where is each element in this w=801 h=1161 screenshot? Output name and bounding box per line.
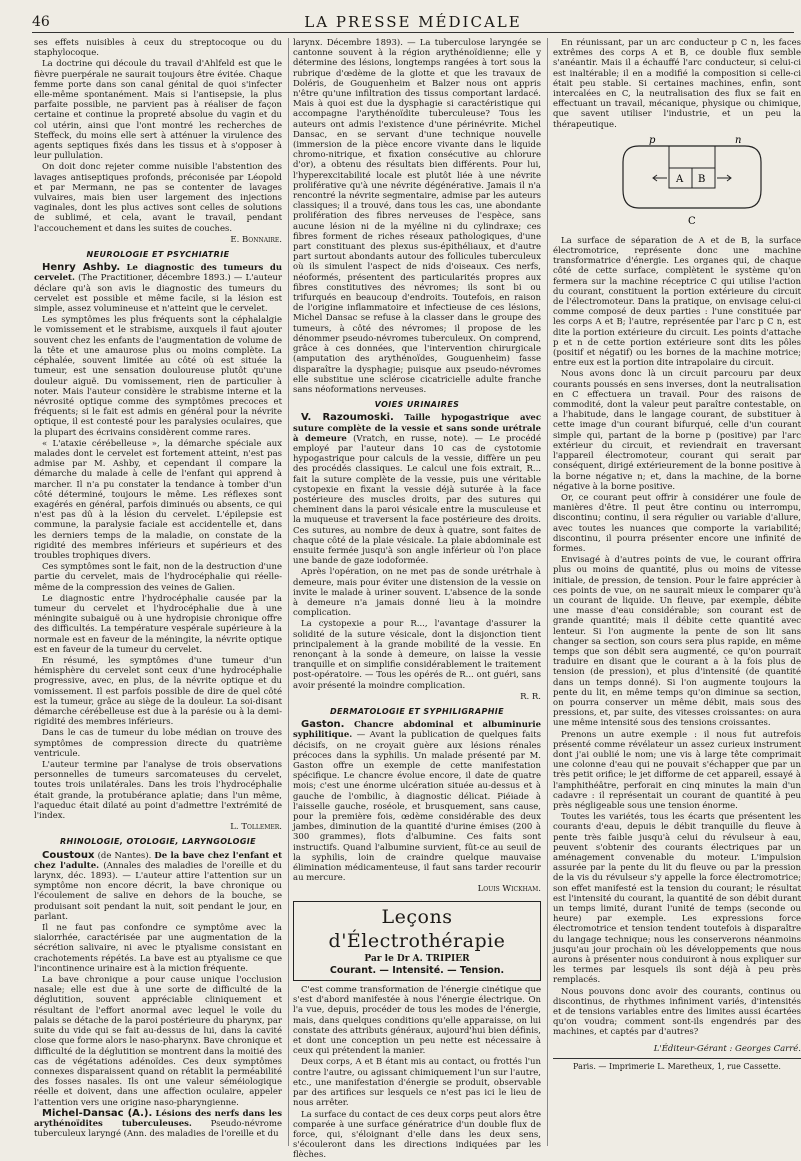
journal-title: LA PRESSE MÉDICALE <box>304 13 522 31</box>
paragraph: En résumé, les symptômes d'une tumeur d'un hémisphère du cervelet sont ceux d'une hydrocéphalie progressive, avec, en plus, de la névrite optique et du vomissement. Il est parfois possible de dire de quel côté est la tumeur, grâce au siège de la douleur. La soi-disant démarche cérébelleuse est due à la parésie ou à la demi-rigidité des membres inférieurs. <box>34 655 282 728</box>
label-p: p <box>649 134 656 146</box>
column-3 <box>553 38 801 1146</box>
label-a: A <box>676 173 684 185</box>
article-title: Taille hypogastrique avec suture complète de la vessie et sans sonde urétrale à demeure <box>293 413 542 444</box>
lecture-author: Par le Dr A. TRIPIER <box>364 953 470 964</box>
column-divider <box>288 38 289 1146</box>
column-divider <box>547 38 548 1146</box>
paragraph: En réunissant, par un arc conducteur p C n, les faces extrêmes des corps A et B, ce double flux semble s'anéantir. Mais il a échauffé l'arc conducteur, si celui-ci est inaltérable; il en a modifié la composition si celle-ci était peu stable. Si certaines machines, enfin, sont intercalées en C, la neutralisation des flux se fait en effectuant un travail, mécanique, physique ou chimique, que savent utiliser l'industrie, et un peu la thérapeutique. <box>553 38 801 130</box>
article-title: Le diagnostic des tumeurs du cervelet. <box>34 263 282 284</box>
column-2 <box>293 38 542 1161</box>
paragraph: Nous avons donc là un circuit parcouru par deux courants poussés en sens inverses, dont la neutralisation en C effectuera un travail. Pour des raisons de commodité, dont la valeur peut paraître contestable, on a l'habitude, dans le langage courant, de substituer à cette image d'un courant bifurqué, celle d'un courant simple qui, partant de la borne p (positive) par l'arc extérieur du circuit, et reviendrait en traversant l'appareil électromoteur, courant qui serait par conséquent, dirigé extérieurement de la bonne positive à la borne négative n; et, dans la machine, de la borne négative à la borne positive. <box>553 369 801 492</box>
paragraph: La surface du contact de ces deux corps peut alors être comparée à une surface génératrice d'un double flux de force, qui, s'éloignant d'elle dans les deux sens, s'écouleront dans les directions indiquées par les flèches. <box>293 1109 541 1161</box>
paragraph: Or, ce courant peut offrir à considérer une foule de manières d'être. Il peut être continu ou interrompu, discontinu; continu, il sera régulier ou variable d'allure, avec toutes les nuances que comporte la variabilité; discontinu, il pourra présenter encore une infinité de formes. <box>553 492 801 554</box>
paragraph: On doit donc rejeter comme nuisible l'abstention des lavages antiseptiques profonds, préconisée par Léopold et par Mermann, ne pas se contenter de lavages vulvaires, mais bien user largement des injections vaginales, dont les plus actives sont celles de solutions de sublimé, et cela, avant le travail, pendant l'accouchement et dans les suites de couches. <box>34 162 282 234</box>
article-author: V. Razoumoski. <box>301 412 394 424</box>
column-1 <box>34 38 282 1146</box>
section-heading: DERMATOLOGIE ET SYPHILIGRAPHIE <box>329 707 505 716</box>
section-heading: RHINOLOGIE, OTOLOGIE, LARYNGOLOGIE <box>59 837 257 847</box>
circuit-diagram <box>553 132 801 232</box>
paragraph: larynx. Décembre 1893). — La tuberculose laryngée se cantonne souvent à la région arythénoïdienne; elle y détermine des lésions, longtemps rangées à tort sous la rubrique d'œdème de la glotte et que les travaux de Doléris, de Gouguenheim et Balzer nous ont appris n'être qu'une infiltration des tissus comportant lardacé. Mais à quoi est due la dysphagie si caractéristique qui accompagne l'arythénoïdite tuberculeuse? Tous les auteurs ont admis l'existence d'une périnévrite. Michel Dansac, en se servant d'une technique nouvelle (immersion de la pièce encore vivante dans le liquide chromo-nitrique, et fixation consécutive au chlorure d'or), a obtenu des résultats bien différents. Pour lui, l'hyperexcitabilité locale est plutôt liée à une névrite proliférative qu'à une névrite dégénérative. Jamais il n'a rencontré la névrite segmentaire, admise par les auteurs classiques; il a trouvé, dans tous les cas, une abondante prolifération des fibres nerveuses de l'espèce, sans aucune lésion ni de la myéline ni du cylindraxe; ces fibres forment de riches réseaux pathologiques, d'une part constituant des plexus sus-épithéliaux, et d'autre part surtout abondants autour des follicules tuberculeux où ils simulent l'aspect de nids d'oiseaux. Ces nerfs, néoformés, présentent des particularités propres aux fibres constitutives des névromes; ils sont bi ou trifurqués en beaucoup d'endroits. Toutefois, en raison de l'origine inflammatoire et infectieuse de ces lésions, Michel Dansac se refuse à la classer dans le groupe des tumeurs, à côté des névromes; il propose de les dénommer pseudo-névromes tuberculeux. On comprend, grâce à ces données, que l'intervention chirurgicale (amputation des arythénoïdes, Gouguenheim) fasse disparaître la dysphagie; puisque aux pseudo-névromes elle substitue une sclérose cicatricielle adulte franche sans néoformations nerveuses. <box>293 38 541 395</box>
printer-imprint: Paris. — Imprimerie L. Maretheux, 1, rue Cassette. <box>573 1061 781 1071</box>
section-heading: NEUROLOGIE ET PSYCHIATRIE <box>86 250 230 260</box>
paragraph: C'est comme transformation de l'énergie cinétique que s'est d'abord manifestée à nous l'énergie électrique. On l'a vue, depuis, procéder de tous les modes de l'énergie, mais, dans quelques conditions qu'elle apparaisse, on lui constate des attributs généraux, aujourd'hui bien définis, et dont une conception un peu nette est nécessaire à ceux qui prétendent la manier. <box>293 985 541 1057</box>
page-header <box>32 0 794 34</box>
paragraph: L'auteur termine par l'analyse de trois observations personnelles de tumeurs sarcomateuses du cervelet, toutes trois unilatérales. Dans les trois l'hydrocéphalie était grande, la protubérance aplatie; dans l'un même, l'aqueduc était dilaté au point d'admettre l'extrémité de l'index. <box>34 760 282 822</box>
article-text: — Avant la publication de quelques faits décisifs, on ne croyait guère aux lésions rénales précoces dans la syphilis. Un malade présenté par M. Gaston offre un exemple de cette manifestation spécifique. Le chancre évolue encore, il date de quatre mois; c'est une énorme ulcération située au-dessus et à gauche de l'ombilic, à diagnostic délicat. Piéiade à l'aisselle gauche, roséole, et brusquement, sans cause, pour la première fois, œdème considérable des deux jambes, diminution de la quantité d'urine émises (200 à 300 grammes), flots d'albumine. Ces faits sont instructifs. Quand l'albumine survient, fût-ce au seuil de la syphilis, loin de craindre quelque mauvaise élimination médicamenteuse, il faut sans tarder recourir au mercure. <box>293 730 541 884</box>
footer-rule <box>553 1058 801 1059</box>
paragraph: La surface de séparation de A et de B, la surface électromotrice, représente donc une machine transformatrice d'énergie. Les organes qui, de chaque côté de cette surface, complètent le système qu'on fermera sur la machine réceptrice C qui utilise l'action du courant, constituent la portion extérieure du circuit de l'électromoteur. Dans la pratique, on envisage celui-ci comme composé de deux parties : l'une constituée par les corps A et B; l'autre, représentée par l'arc p C n, est dite la portion extérieure du circuit. Les points d'attache p et n de cette portion extérieure sont dits les pôles (positif et négatif) ou les bornes de la machine motrice; entre eux est la portion dite intrapolaire du circuit. <box>553 235 801 369</box>
paragraph: Les symptômes les plus fréquents sont la céphalalgie le vomissement et le strabisme, auxquels il faut ajouter souvent chez les enfants de l'augmentation de volume de la tête et une amaurose plus ou moins complète. La céphalée, souvent limitée au côté où est située la tumeur, est une sensation douloureuse plutôt qu'une douleur aiguë. Du vomissement, rien de particulier à noter. Mais l'auteur considère le strabisme interne et la névrosité optique comme des symptômes precoces et fréquents; si le fait est admis en général pour la névrite optique, il est contesté pour les paralysies oculaires, que la plupart des écrivains considèrent comme rares. <box>34 315 282 438</box>
paragraph: Après l'opération, on ne met pas de sonde urétrhale à demeure, mais pour éviter une distension de la vessie on invite le malade à uriner souvent. L'absence de la sonde à demeure n'a jamais donné lieu à la moindre complication. <box>293 567 541 619</box>
article-author: Michel-Dansac (A.). <box>42 1107 153 1119</box>
article-place: (de Nantes). <box>97 850 152 861</box>
paragraph: Ces symptômes sont le fait, non de la destruction d'une partie du cervelet, mais de l'hydrocéphalie qui réelle-même de la compression des veines de Galien. <box>34 562 282 593</box>
article-title: Lésions des nerfs dans les arythénoïdites tuberculeuses. <box>34 1108 283 1129</box>
paragraph: « L'ataxie cérébelleuse », la démarche spéciale aux malades dont le cervelet est fortement atteint, n'est pas admise par M. Ashby, et cependant il compare la démarche du malade à celle de l'enfant qui apprend à marcher. Il n'a pu constater la tendance à tomber d'un côté déterminé, toujours le même. Les réflexes sont exagérés en général, parfois diminués ou absents, ce qui n'est pas dû à la lésion du cervelet. L'épilepsie est commune, la paralysie faciale est accidentelle et, dans les derniers temps de la maladie, on constate de la rigidité des membres inférieurs et supérieurs et des troubles trophiques divers. <box>34 438 282 561</box>
header-rule <box>32 32 794 33</box>
article-lead <box>34 1109 282 1140</box>
signature: E. Bonnaire. <box>230 234 282 245</box>
article-lead <box>34 263 282 314</box>
article-source: (Vratch, en russe, note). — Le procédé employé par l'auteur dans 10 cas de cystotomie hypogastrique pour calculs de la vessie, diffère un peu des procédés classiques. Le calcul une fois extrait, R... fait la suture complète de la vessie, puis une véritable cystopexie en fixant la vessie déjà suturée à la face postérieure des muscles droits, par des sutures qui cheminent dans la paroi vésicale entre la musculeuse et la muqueuse et traversent la face postérieure des droits. Ces sutures, au nombre de deux à quatre, sont faites de chaque côté de la plaie vésicale. La plaie abdominale est ensuite fermée jusqu'à son angle inférieur où l'on place une bande de gaze iodoformée. <box>293 433 542 567</box>
label-c: C <box>688 215 696 227</box>
paragraph: Nous pouvons donc avoir des courants, continus ou discontinus, de rhythmes infiniment variés, d'intensités et de tensions variables entre des limites aussi écartées qu'on voudra; comment sont-ils engendrés par des machines, et captés par d'autres? <box>553 986 801 1038</box>
paragraph: Toutes les variétés, tous les écarts que présentent les courants d'eau, depuis le débit tranquille du fleuve à pente très faible jusqu'à celui du révulseur à eau, peuvent s'obtenir des courants électriques par un aménagement convenable du moteur. L'impulsion assurée par la pente du lit du fleuve ou par la pression de la vis du révulseur s'y appelle la force électromotrice; son effet manifesté est la tension du courant; le résultat est l'intensité du courant, la quantité de son débit durant un temps limité, durant l'unité de temps (seconde ou heure) par exemple. Les expressions force électromotrice et tension tendent toutefois à disparaître du langage technique; nous les conserverons néanmoins jusqu'au jour prochain où les développements que nous aurons à présenter nous conduiront à nous expliquer sur les termes par lesquels ils sont déjà à peu près remplacés. <box>553 812 801 986</box>
article-author: Gaston. <box>301 719 345 731</box>
paragraph: Envisagé à d'autres points de vue, le courant offrira plus ou moins de quantité, plus ou moins de vitesse initiale, de pression, de tension. Pour le faire apprécier à ces points de vue, on ne saurait mieux le comparer qu'à un courant de liquide. Un fleuve, par exemple, débite une masse d'eau considérable; son courant est de grande quantité; mais il débite cette quantité avec lenteur. Si l'on augmente la pente de son lit sans changer sa section, son cours sera plus rapide, en même temps que son débit sera augmenté, ce qu'on pourrait traduire en disant que le courant a à la fois plus de tension (de pression), et plus d'intensité (de quantité dans un temps donné). Si l'on augmente toujours la pente du lit, en même temps qu'on diminue sa section, on pourra conserver un même débit, mais sous des pressions, et, par suite, des vitesses croissantes: on aura une même intensité sous des tensions croissantes. <box>553 555 801 729</box>
signature: L. Tollemer. <box>230 822 282 833</box>
paragraph: ses effets nuisibles à ceux du streptocoque ou du staphylocoque. <box>34 38 282 59</box>
article-source: (The Practitioner, décembre 1893.) — L'auteur déclare qu'à son avis le diagnostic des tumeurs du cervelet est possible et même facile, si la lésion est simple, assez volumineuse et n'atteint que le cervelet. <box>34 273 282 315</box>
article-source: Pseudo-névrome tuberculeux laryngé (Ann. des maladies de l'oreille et du <box>34 1118 282 1140</box>
paragraph: Le diagnostic entre l'hydrocéphalie causée par la tumeur du cervelet et l'hydrocéphalie due à une méningite subaiguë ou à une hydropisie chronique offre des difficultés. La température vespérale supérieure à la normale est en faveur de la méningite, la névrite optique est en faveur de la tumeur du cervelet. <box>34 593 282 655</box>
paragraph: La bave chronique a pour cause unique l'occlusion nasale; elle est due à une sorte de difficulté de la déglutition, souvent appréciable cliniquement et résultant de l'effort anormal avec lequel le voile du palais se détache de la paroi postérieure du pharynx, par suite du vide qui se fait au-dessus de lui, dans la cavité close que forme alors le naso-pharynx. Bave chronique et difficulté de la déglutition se montrent dans la moitié des cas de végétations adénoïdes. Ces deux symptômes connexes disparaissent quand on rétablit la perméabilité des fosses nasales. Ils ont une valeur séméiologique réelle et doivent, dans une affection oculaire, appeler l'attention vers une origine naso-pharyngienne. <box>34 975 282 1108</box>
article-title: De la bave chez l'enfant et chez l'adulte. <box>34 850 283 871</box>
paragraph: La cystopexie a pour R..., l'avantage d'assurer la solidité de la suture vésicale, dont la disjonction tient principalement à la grande mobilité de la vessie. En renonçant à la sonde à demeure, on laisse la vessie tranquille et on simplifie considérablement le traitement post-opératoire. — Tous les opérés de R... ont guéri, sans avoir présenté la moindre complication. <box>293 619 541 691</box>
page-number: 46 <box>32 14 50 30</box>
paragraph: La doctrine qui découle du travail d'Ahlfeld est que le fièvre puerpérale ne saurait toujours être évitée. Chaque femme porte dans son canal génital de quoi s'infecter elle-même spontanément. Mais si l'antisepsie, la plus parfaite possible, ne parvient pas à réaliser de façon certaine et continue la propreté absolue du vagin et du col utérin, ainsi que l'ont montré les recherches de Steffeck, du moins elle sert à atténuer la virulence des agents septiques fixés dans les tissus et à s'opposer à leur pullulation. <box>34 59 282 162</box>
lecture-subtitle: Courant. — Intensité. — Tension. <box>329 964 505 976</box>
signature: R. R. <box>520 691 541 702</box>
article-author: Coustoux <box>42 849 95 861</box>
article-lead <box>34 851 282 922</box>
section-heading: VOIES URINAIRES <box>374 400 460 410</box>
paragraph: Prenons un autre exemple : il nous fut autrefois présenté comme révélateur un assez curieux instrument dont j'ai oublié le nom; une vis à large tête comprimait une colonne d'eau qui ne pouvait s'échapper que par un très petit orifice; le jet difforme de cet appareil, essayé à l'amphithéâtre, perforait en cinq minutes la main d'un cadavre : il représentait un courant de quantité à peu près négligeable sous une tension énorme. <box>553 729 801 811</box>
article-author: Henry Ashby. <box>42 262 121 274</box>
label-n: n <box>735 134 742 146</box>
paragraph: Dans le cas de tumeur du lobe médian on trouve des symptômes de compression directe du quatrième ventricule. <box>34 728 282 759</box>
lecture-title-box <box>293 901 541 981</box>
editor-credit: L'Éditeur-Gérant : Georges Carré. <box>653 1043 801 1054</box>
signature: Louis Wickham. <box>477 884 541 895</box>
label-b: B <box>698 173 706 185</box>
paragraph: Il ne faut pas confondre ce symptôme avec la sialorrhée, caractérisée par une augmentation de la sécrétion salivaire, ni avec le ptyalisme consistant en crachotements répétés. La bave est au ptyalisme ce que l'incontinence urinaire est à la miction fréquente. <box>34 923 282 974</box>
paragraph: Deux corps, A et B étant mis au contact, ou frottés l'un contre l'autre, ou agissant chimiquement l'un sur l'autre, etc., une manifestation d'énergie se produit, observable par des artifices sur lesquels ce n'est pas ici le lieu de nous arrêter. <box>293 1057 541 1109</box>
article-lead <box>293 413 541 566</box>
article-title: Chancre abdominal et albuminurie syphilitique. <box>293 720 542 741</box>
lecture-title: Leçons d'Électrothérapie <box>328 905 506 952</box>
article-lead <box>293 720 541 883</box>
article-source: (Annales des maladies de l'oreille et du larynx, déc. 1893). — L'auteur attire l'attention sur un symptôme non encore décrit, la bave chronique ou l'écoulement de salive en dehors de la bouche, se produisant soit pendant la nuit, soit pendant le jour, en parlant. <box>34 860 282 922</box>
